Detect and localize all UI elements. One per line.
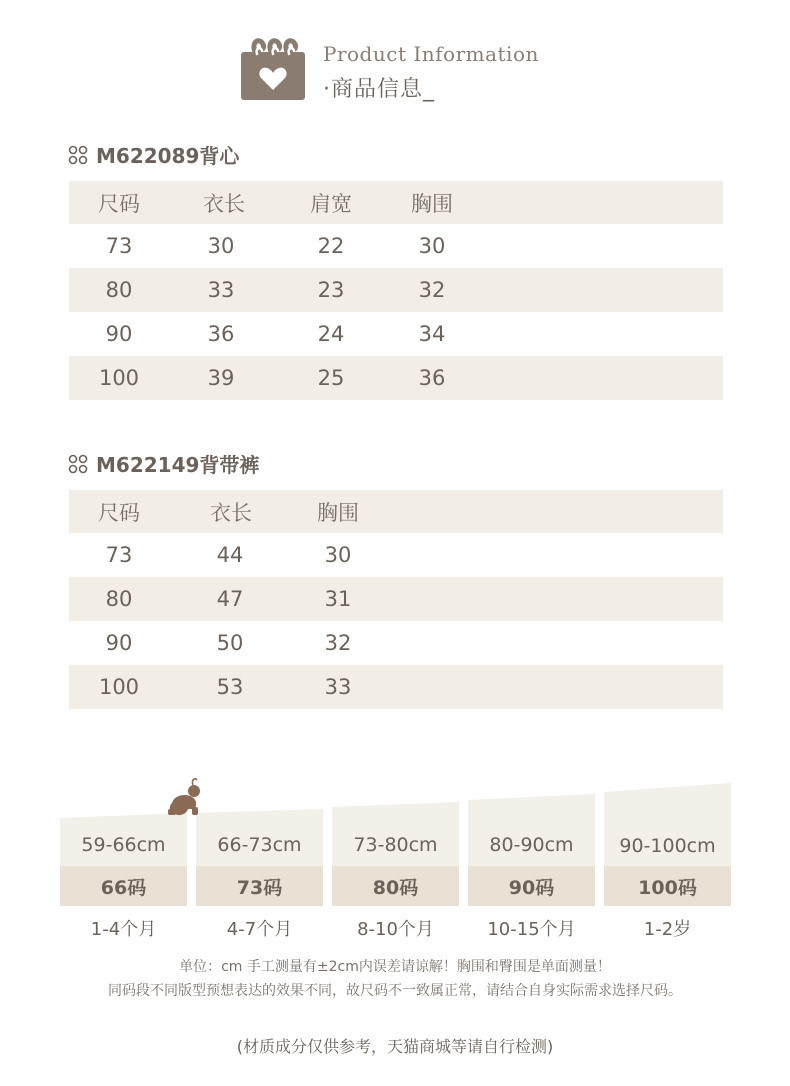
table-cell: 80 <box>105 587 133 611</box>
column-header: 衣长 <box>203 191 245 216</box>
table-cell: 100 <box>98 366 140 390</box>
header-title-en: Product Information <box>323 42 539 66</box>
size-range-label: 59-66cm <box>81 834 166 856</box>
table-cell: 80 <box>105 278 133 302</box>
table-cell: 39 <box>207 366 235 390</box>
note-fit: 同码段不同版型预想表达的效果不同，故尺码不一致属正常，请结合自身实际需求选择尺码。 <box>108 983 682 999</box>
table-cell: 50 <box>216 631 244 655</box>
table-cell: 31 <box>324 587 352 611</box>
size-code-label: 66码 <box>60 866 187 906</box>
table-cell: 24 <box>317 322 345 346</box>
table-cell: 23 <box>317 278 345 302</box>
table-cell: 30 <box>324 543 352 567</box>
table-cell: 36 <box>207 322 235 346</box>
size-range-label: 90-100cm <box>619 835 716 857</box>
size-code-label: 80码 <box>332 866 459 906</box>
column-header: 尺码 <box>98 500 140 525</box>
age-label: 1-2岁 <box>643 919 692 940</box>
size-range-label: 66-73cm <box>217 834 302 856</box>
table-cell: 32 <box>324 631 352 655</box>
table-cell: 73 <box>105 234 133 258</box>
size-range-label: 80-90cm <box>489 834 574 856</box>
column-header: 胸围 <box>411 191 453 216</box>
size-code-label: 73码 <box>196 866 323 906</box>
size-code-label: 100码 <box>604 866 731 906</box>
header-title-cn: ·商品信息_ <box>323 77 435 102</box>
column-header: 胸围 <box>317 500 359 525</box>
age-label: 1-4个月 <box>90 919 157 940</box>
table-title-text: M622149背带裤 <box>96 453 260 477</box>
column-header: 尺码 <box>98 191 140 216</box>
column-header: 肩宽 <box>310 191 352 216</box>
table-cell: 90 <box>105 631 133 655</box>
table-cell: 90 <box>105 322 133 346</box>
table-cell: 34 <box>418 322 446 346</box>
table-cell: 30 <box>418 234 446 258</box>
table-cell: 33 <box>207 278 235 302</box>
table-cell: 44 <box>216 543 244 567</box>
column-header: 衣长 <box>210 500 252 525</box>
size-code-label: 90码 <box>468 866 595 906</box>
size-range-label: 73-80cm <box>353 834 438 856</box>
table-cell: 25 <box>317 366 345 390</box>
note-unit: 单位：cm 手工测量有±2cm内误差请谅解！胸围和臀围是单面测量！ <box>179 959 611 975</box>
age-label: 10-15个月 <box>487 919 576 940</box>
table-cell: 73 <box>105 543 133 567</box>
table-cell: 100 <box>98 675 140 699</box>
table-cell: 53 <box>216 675 244 699</box>
table-cell: 47 <box>216 587 244 611</box>
age-label: 8-10个月 <box>357 919 434 940</box>
crawling-baby-icon <box>164 777 210 819</box>
table-cell: 36 <box>418 366 446 390</box>
table-cell: 22 <box>317 234 345 258</box>
age-label: 4-7个月 <box>226 919 293 940</box>
table-cell: 32 <box>418 278 446 302</box>
table-cell: 30 <box>207 234 235 258</box>
note-material: (材质成分仅供参考，天猫商城等请自行检测) <box>236 1037 554 1056</box>
table-cell: 33 <box>324 675 352 699</box>
table-title-text: M622089背心 <box>96 144 240 168</box>
